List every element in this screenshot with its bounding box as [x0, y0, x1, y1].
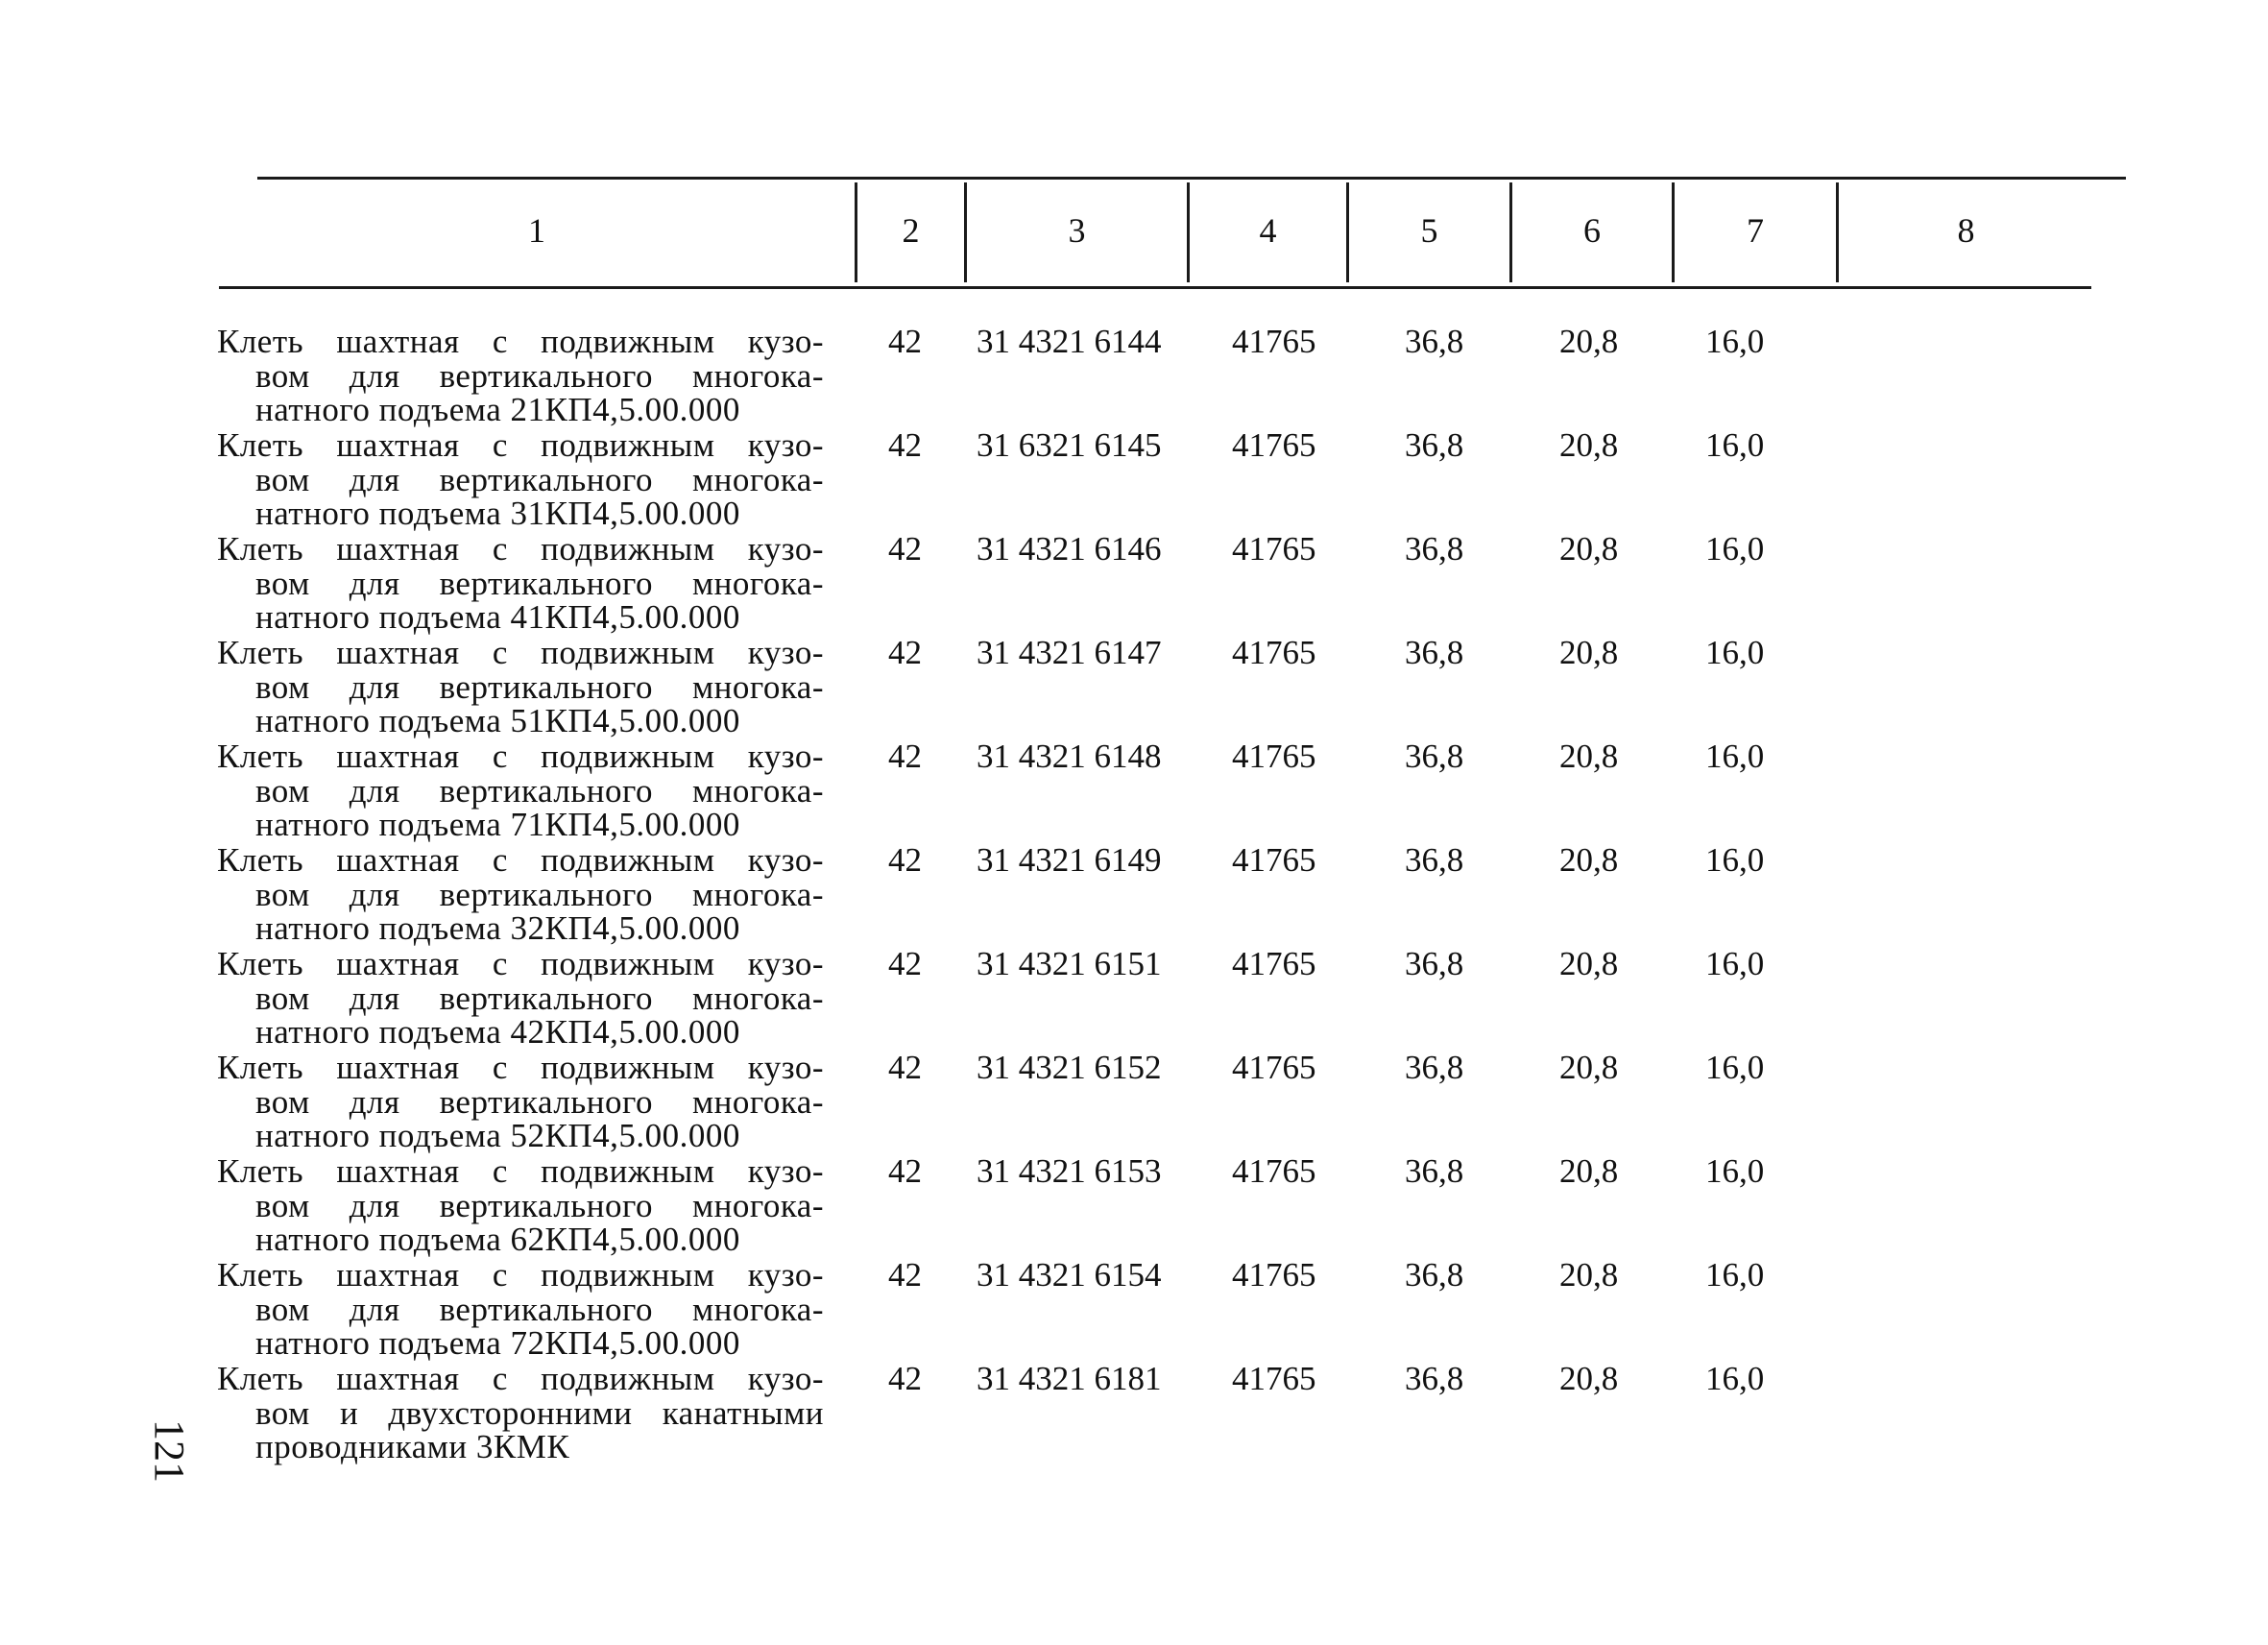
description-line: Клеть шахтная с подвижным кузо- [217, 634, 824, 671]
cell-col-5: 36,8 [1405, 1256, 1464, 1294]
cell-col-6: 20,8 [1559, 945, 1619, 982]
cell-col-3: 31 4321 6153 [977, 1152, 1162, 1190]
header-col-6: 6 [1583, 211, 1601, 250]
cell-col-6: 20,8 [1559, 1049, 1619, 1086]
description-line: Клеть шахтная с подвижным кузо- [217, 841, 824, 879]
cell-col-7: 16,0 [1705, 738, 1765, 775]
cell-col-7: 16,0 [1705, 1152, 1765, 1190]
description-line: Клеть шахтная с подвижным кузо- [217, 1360, 824, 1397]
cell-col-6: 20,8 [1559, 1152, 1619, 1190]
cell-col-2: 42 [888, 1049, 922, 1086]
cell-col-6: 20,8 [1559, 841, 1619, 879]
description-line: вом для вертикального многока- [255, 667, 824, 706]
cell-col-7: 16,0 [1705, 841, 1765, 879]
page-number: 121 [146, 1419, 193, 1483]
cell-col-4: 41765 [1232, 945, 1316, 982]
description-line: Клеть шахтная с подвижным кузо- [217, 738, 824, 775]
cell-col-5: 36,8 [1405, 1152, 1464, 1190]
table-top-rule [257, 177, 2126, 180]
description-line: натного подъема 71КП4,5.00.000 [255, 806, 740, 843]
cell-col-7: 16,0 [1705, 634, 1765, 671]
cell-col-4: 41765 [1232, 1152, 1316, 1190]
row-description [217, 428, 824, 531]
description-line: натного подъема 51КП4,5.00.000 [255, 702, 740, 739]
row-description [217, 843, 824, 946]
table-row [0, 1250, 2268, 1362]
cell-col-3: 31 4321 6152 [977, 1049, 1162, 1086]
description-line: Клеть шахтная с подвижным кузо- [217, 323, 824, 360]
description-line: натного подъема 41КП4,5.00.000 [255, 598, 740, 636]
cell-col-3: 31 4321 6148 [977, 738, 1162, 775]
cell-col-4: 41765 [1232, 530, 1316, 568]
cell-col-6: 20,8 [1559, 323, 1619, 360]
cell-col-2: 42 [888, 841, 922, 879]
description-line: вом для вертикального многока- [255, 875, 824, 913]
cell-col-3: 31 4321 6147 [977, 634, 1162, 671]
cell-col-4: 41765 [1232, 1049, 1316, 1086]
description-line: вом для вертикального многока- [255, 460, 824, 498]
cell-col-5: 36,8 [1405, 634, 1464, 671]
row-description [217, 636, 824, 738]
cell-col-7: 16,0 [1705, 1256, 1765, 1294]
header-col-3: 3 [1068, 211, 1086, 250]
header-col-5: 5 [1420, 211, 1438, 250]
description-line: натного подъема 31КП4,5.00.000 [255, 495, 740, 532]
cell-col-4: 41765 [1232, 841, 1316, 879]
row-description [217, 1051, 824, 1153]
cell-col-4: 41765 [1232, 426, 1316, 464]
cell-col-5: 36,8 [1405, 738, 1464, 775]
description-line: натного подъема 42КП4,5.00.000 [255, 1013, 740, 1051]
cell-col-3: 31 6321 6145 [977, 426, 1162, 464]
header-col-7: 7 [1747, 211, 1764, 250]
cell-col-3: 31 4321 6144 [977, 323, 1162, 360]
cell-col-6: 20,8 [1559, 426, 1619, 464]
table-row [0, 1043, 2268, 1154]
table-header-bottom-rule [219, 286, 2091, 289]
cell-col-5: 36,8 [1405, 1049, 1464, 1086]
cell-col-5: 36,8 [1405, 530, 1464, 568]
table-row [0, 421, 2268, 532]
description-line: Клеть шахтная с подвижным кузо- [217, 530, 824, 568]
cell-col-5: 36,8 [1405, 1360, 1464, 1397]
table-row [0, 1147, 2268, 1258]
description-line: Клеть шахтная с подвижным кузо- [217, 945, 824, 982]
cell-col-3: 31 4321 6146 [977, 530, 1162, 568]
table-row [0, 732, 2268, 843]
cell-col-2: 42 [888, 426, 922, 464]
cell-col-2: 42 [888, 738, 922, 775]
description-line: вом для вертикального многока- [255, 1082, 824, 1121]
cell-col-5: 36,8 [1405, 426, 1464, 464]
table-row [0, 1354, 2268, 1465]
cell-col-7: 16,0 [1705, 1049, 1765, 1086]
description-line: вом для вертикального многока- [255, 771, 824, 810]
cell-col-3: 31 4321 6149 [977, 841, 1162, 879]
cell-col-2: 42 [888, 323, 922, 360]
header-col-2: 2 [902, 211, 920, 250]
description-line: вом для вертикального многока- [255, 1186, 824, 1224]
row-description [217, 1258, 824, 1361]
cell-col-4: 41765 [1232, 634, 1316, 671]
table-row [0, 939, 2268, 1051]
cell-col-2: 42 [888, 634, 922, 671]
cell-col-4: 41765 [1232, 738, 1316, 775]
cell-col-3: 31 4321 6151 [977, 945, 1162, 982]
cell-col-2: 42 [888, 945, 922, 982]
cell-col-7: 16,0 [1705, 945, 1765, 982]
description-line: натного подъема 52КП4,5.00.000 [255, 1117, 740, 1154]
header-col-4: 4 [1259, 211, 1277, 250]
table-row [0, 317, 2268, 428]
row-description [217, 532, 824, 635]
cell-col-6: 20,8 [1559, 1360, 1619, 1397]
description-line: вом для вертикального многока- [255, 356, 824, 395]
row-description [217, 739, 824, 842]
table-row [0, 524, 2268, 636]
cell-col-4: 41765 [1232, 1360, 1316, 1397]
cell-col-7: 16,0 [1705, 323, 1765, 360]
cell-col-6: 20,8 [1559, 530, 1619, 568]
cell-col-5: 36,8 [1405, 323, 1464, 360]
header-col-1: 1 [528, 211, 545, 250]
description-line: натного подъема 72КП4,5.00.000 [255, 1324, 740, 1362]
table-row [0, 835, 2268, 947]
cell-col-4: 41765 [1232, 1256, 1316, 1294]
header-col-8: 8 [1957, 211, 1975, 250]
description-line: проводниками 3КМК [255, 1428, 570, 1465]
cell-col-5: 36,8 [1405, 945, 1464, 982]
description-line: натного подъема 21КП4,5.00.000 [255, 391, 740, 428]
row-description [217, 325, 824, 427]
description-line: вом для вертикального многока- [255, 1290, 824, 1328]
description-line: Клеть шахтная с подвижным кузо- [217, 1049, 824, 1086]
description-line: Клеть шахтная с подвижным кузо- [217, 426, 824, 464]
cell-col-2: 42 [888, 1152, 922, 1190]
description-line: натного подъема 62КП4,5.00.000 [255, 1221, 740, 1258]
row-description [217, 1154, 824, 1257]
description-line: вом для вертикального многока- [255, 564, 824, 602]
description-line: Клеть шахтная с подвижным кузо- [217, 1152, 824, 1190]
cell-col-6: 20,8 [1559, 634, 1619, 671]
description-line: натного подъема 32КП4,5.00.000 [255, 909, 740, 947]
cell-col-2: 42 [888, 1360, 922, 1397]
description-line: Клеть шахтная с подвижным кузо- [217, 1256, 824, 1294]
table-row [0, 628, 2268, 739]
cell-col-2: 42 [888, 1256, 922, 1294]
cell-col-7: 16,0 [1705, 1360, 1765, 1397]
description-line: вом и двухсторонними канатными [255, 1393, 824, 1432]
cell-col-2: 42 [888, 530, 922, 568]
cell-col-7: 16,0 [1705, 530, 1765, 568]
cell-col-4: 41765 [1232, 323, 1316, 360]
cell-col-3: 31 4321 6154 [977, 1256, 1162, 1294]
row-description [217, 1362, 824, 1464]
cell-col-3: 31 4321 6181 [977, 1360, 1162, 1397]
cell-col-6: 20,8 [1559, 1256, 1619, 1294]
cell-col-7: 16,0 [1705, 426, 1765, 464]
description-line: вом для вертикального многока- [255, 979, 824, 1017]
row-description [217, 947, 824, 1050]
cell-col-6: 20,8 [1559, 738, 1619, 775]
cell-col-5: 36,8 [1405, 841, 1464, 879]
